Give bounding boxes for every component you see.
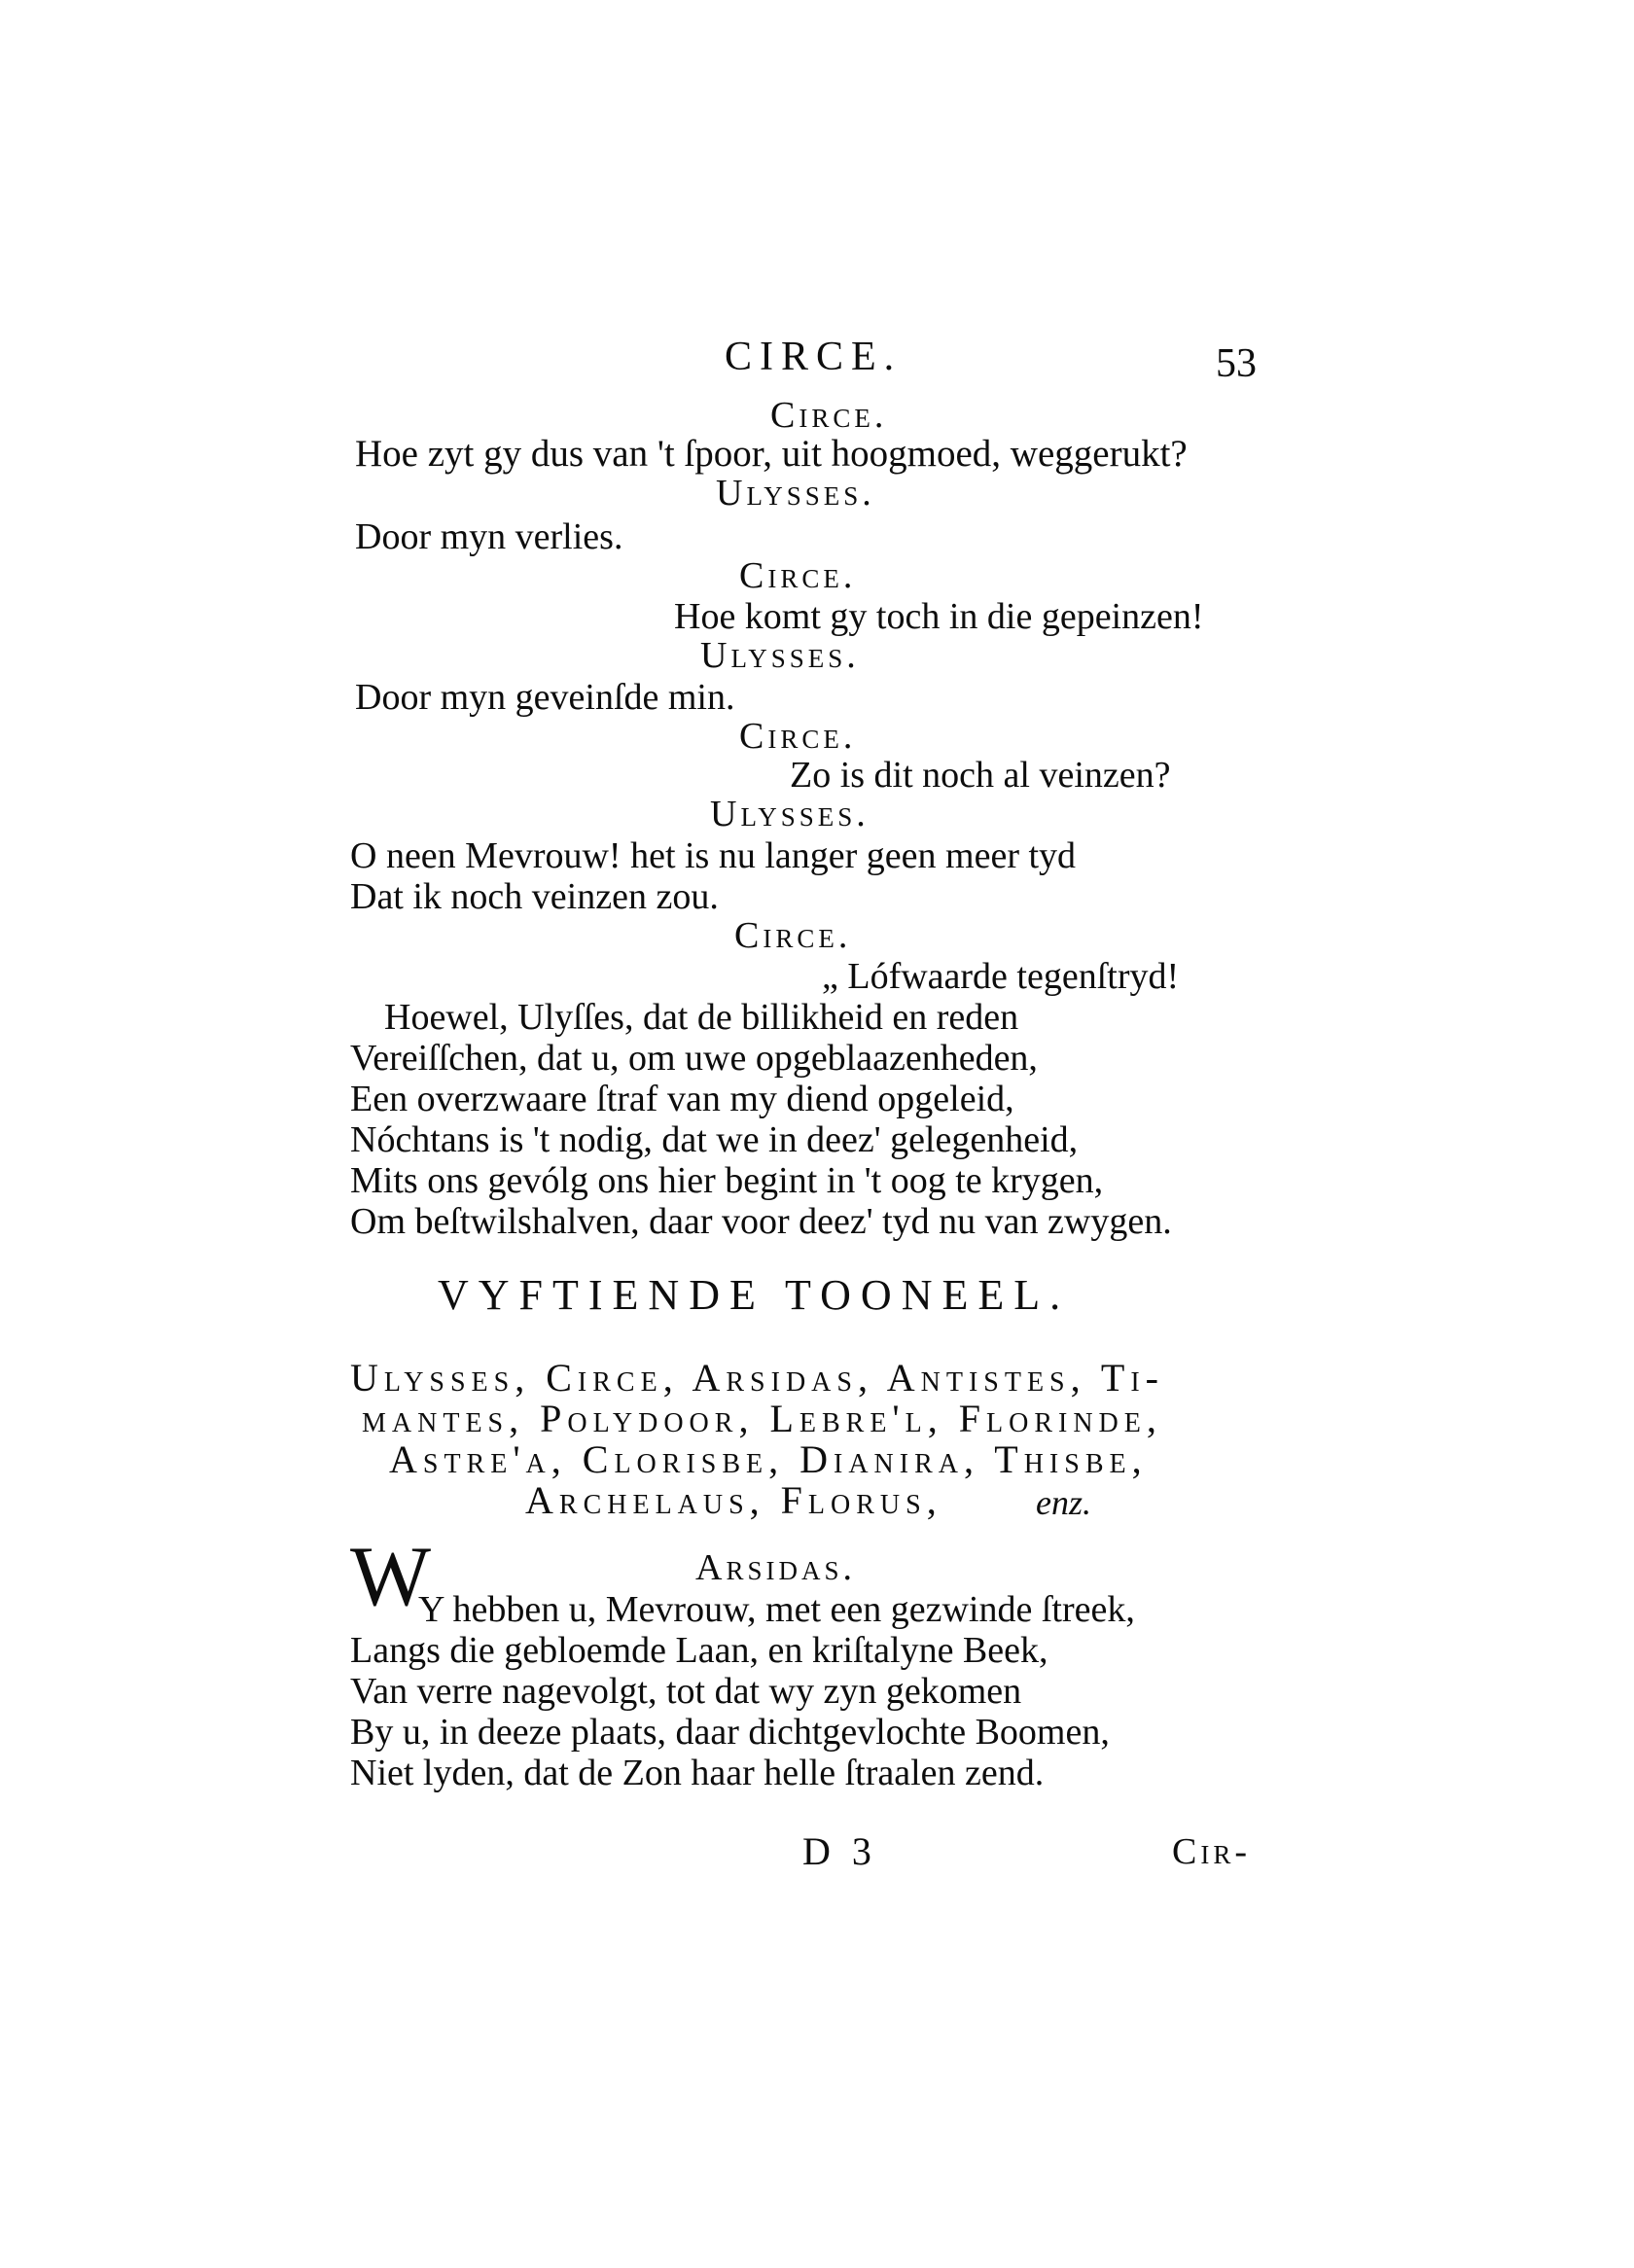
cast-line: Archelaus, Florus, xyxy=(525,1478,942,1522)
speaker-ulysses: Ulysses. xyxy=(716,473,875,514)
speaker-ulysses: Ulysses. xyxy=(700,635,860,676)
verse-line: Door myn geveinſde min. xyxy=(355,677,735,718)
verse-line: Mits ons gevólg ons hier begint in 't oog te krygen, xyxy=(350,1160,1104,1201)
signature-mark: D 3 xyxy=(802,1829,877,1873)
running-title: CIRCE. xyxy=(725,335,903,379)
verse-line: Niet lyden, dat de Zon haar helle ſtraalen zend. xyxy=(350,1753,1045,1793)
verse-line: Vereiſſchen, dat u, om uwe opgeblaazenheden, xyxy=(350,1038,1038,1079)
speaker-arsidas: Arsidas. xyxy=(695,1547,856,1588)
scene-title: VYFTIENDE TOONEEL. xyxy=(438,1271,1071,1319)
cast-line: mantes, Polydoor, Lebre'l, Florinde, xyxy=(362,1397,1162,1440)
verse-line: Y hebben u, Mevrouw, met een gezwinde ſtreek, xyxy=(418,1589,1135,1630)
cast-line: Ulysses, Circe, Arsidas, Antistes, Ti- xyxy=(350,1356,1164,1400)
speaker-circe: Circe. xyxy=(739,716,857,757)
verse-line: Langs die gebloemde Laan, en kriſtalyne Beek, xyxy=(350,1630,1048,1671)
cast-suffix: enz. xyxy=(1036,1483,1091,1522)
speaker-circe: Circe. xyxy=(770,395,888,436)
verse-line: Nóchtans is 't nodig, dat we in deez' gelegenheid, xyxy=(350,1119,1079,1160)
verse-line: Hoe zyt gy dus van 't ſpoor, uit hoogmoed, weggerukt? xyxy=(355,433,1188,475)
verse-line: Van verre nagevolgt, tot dat wy zyn gekomen xyxy=(350,1671,1022,1712)
verse-line: Zo is dit noch al veinzen? xyxy=(790,755,1171,796)
speaker-circe: Circe. xyxy=(734,915,852,956)
verse-line: Dat ik noch veinzen zou. xyxy=(350,876,719,917)
verse-line: By u, in deeze plaats, daar dichtgevlochte Boomen, xyxy=(350,1712,1110,1753)
verse-line: O neen Mevrouw! het is nu langer geen meer tyd xyxy=(350,835,1077,876)
drop-cap: W xyxy=(350,1530,432,1624)
speaker-circe: Circe. xyxy=(739,555,857,596)
catchword: Cir- xyxy=(1172,1831,1251,1872)
verse-line: Hoe komt gy toch in die gepeinzen! xyxy=(674,596,1204,637)
verse-line: Door myn verlies. xyxy=(355,516,623,557)
verse-line: Hoewel, Ulyſſes, dat de billikheid en reden xyxy=(384,997,1019,1038)
cast-line: Astre'a, Clorisbe, Dianira, Thisbe, xyxy=(389,1437,1148,1481)
speaker-ulysses: Ulysses. xyxy=(710,794,870,834)
verse-line: „ Lófwaarde tegenſtryd! xyxy=(822,956,1180,997)
verse-line: Om beſtwilshalven, daar voor deez' tyd nu van zwygen. xyxy=(350,1201,1172,1242)
verse-line: Een overzwaare ſtraf van my diend opgeleid, xyxy=(350,1079,1014,1119)
page-number: 53 xyxy=(1216,341,1257,386)
